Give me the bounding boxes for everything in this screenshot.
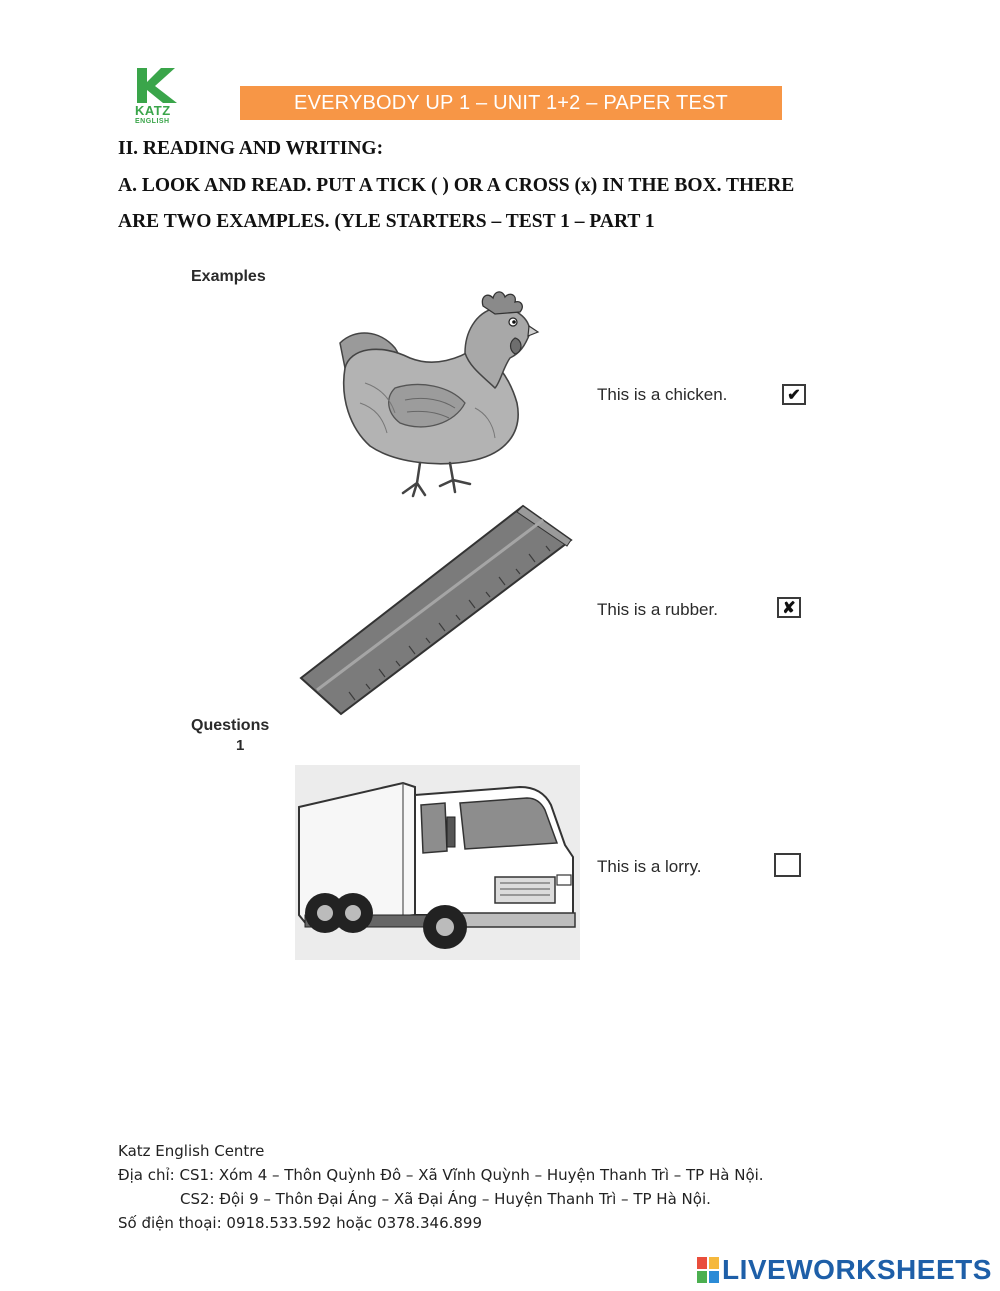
example-2-sentence: This is a rubber. bbox=[597, 600, 718, 619]
instruction-line-1: A. LOOK AND READ. PUT A TICK ( ) OR A CROSS (x) IN THE BOX. THERE bbox=[118, 175, 795, 196]
footer-centre: Katz English Centre bbox=[118, 1142, 265, 1160]
ruler-illustration bbox=[295, 500, 580, 720]
example-2-answer-box bbox=[777, 597, 801, 618]
examples-label: Examples bbox=[191, 268, 266, 285]
liveworksheets-icon bbox=[697, 1257, 719, 1283]
logo-line2: ENGLISH bbox=[135, 118, 170, 125]
example-1-sentence: This is a chicken. bbox=[597, 385, 728, 404]
chicken-illustration bbox=[325, 288, 545, 503]
liveworksheets-logo bbox=[697, 1254, 992, 1286]
questions-label: Questions bbox=[191, 717, 270, 734]
question-1-sentence: This is a lorry. bbox=[597, 857, 702, 876]
question-1-number: 1 bbox=[236, 737, 245, 754]
footer-address-2: CS2: Đội 9 – Thôn Đại Áng – Xã Đại Áng – Huyện Thanh Trì – TP Hà Nội. bbox=[180, 1190, 711, 1208]
logo-line1: KATZ bbox=[135, 103, 171, 118]
footer-phone: Số điện thoại: 0918.533.592 hoặc 0378.346.899 bbox=[118, 1214, 483, 1232]
katz-k-icon bbox=[133, 66, 179, 104]
tick-mark-icon: ✔ bbox=[787, 386, 801, 404]
cross-mark-icon: ✘ bbox=[782, 599, 796, 617]
liveworksheets-brand: LIVEWORKSHEETS bbox=[722, 1254, 992, 1285]
footer-address-1: Địa chỉ: CS1: Xóm 4 – Thôn Quỳnh Đô – Xã Vĩnh Quỳnh – Huyện Thanh Trì – TP Hà Nội. bbox=[118, 1166, 764, 1184]
footer bbox=[118, 1139, 764, 1235]
question-1-answer-box[interactable] bbox=[774, 853, 801, 877]
instruction-line-2: ARE TWO EXAMPLES. (YLE STARTERS – TEST 1 – PART 1 bbox=[118, 211, 655, 232]
logo-text bbox=[135, 104, 171, 125]
title-banner bbox=[240, 86, 782, 120]
katz-logo bbox=[133, 66, 183, 126]
section-heading: II. READING AND WRITING: bbox=[118, 138, 384, 159]
banner-title: EVERYBODY UP 1 – UNIT 1+2 – PAPER TEST bbox=[294, 91, 728, 114]
lorry-illustration bbox=[295, 765, 580, 960]
example-1-answer-box bbox=[782, 384, 806, 405]
